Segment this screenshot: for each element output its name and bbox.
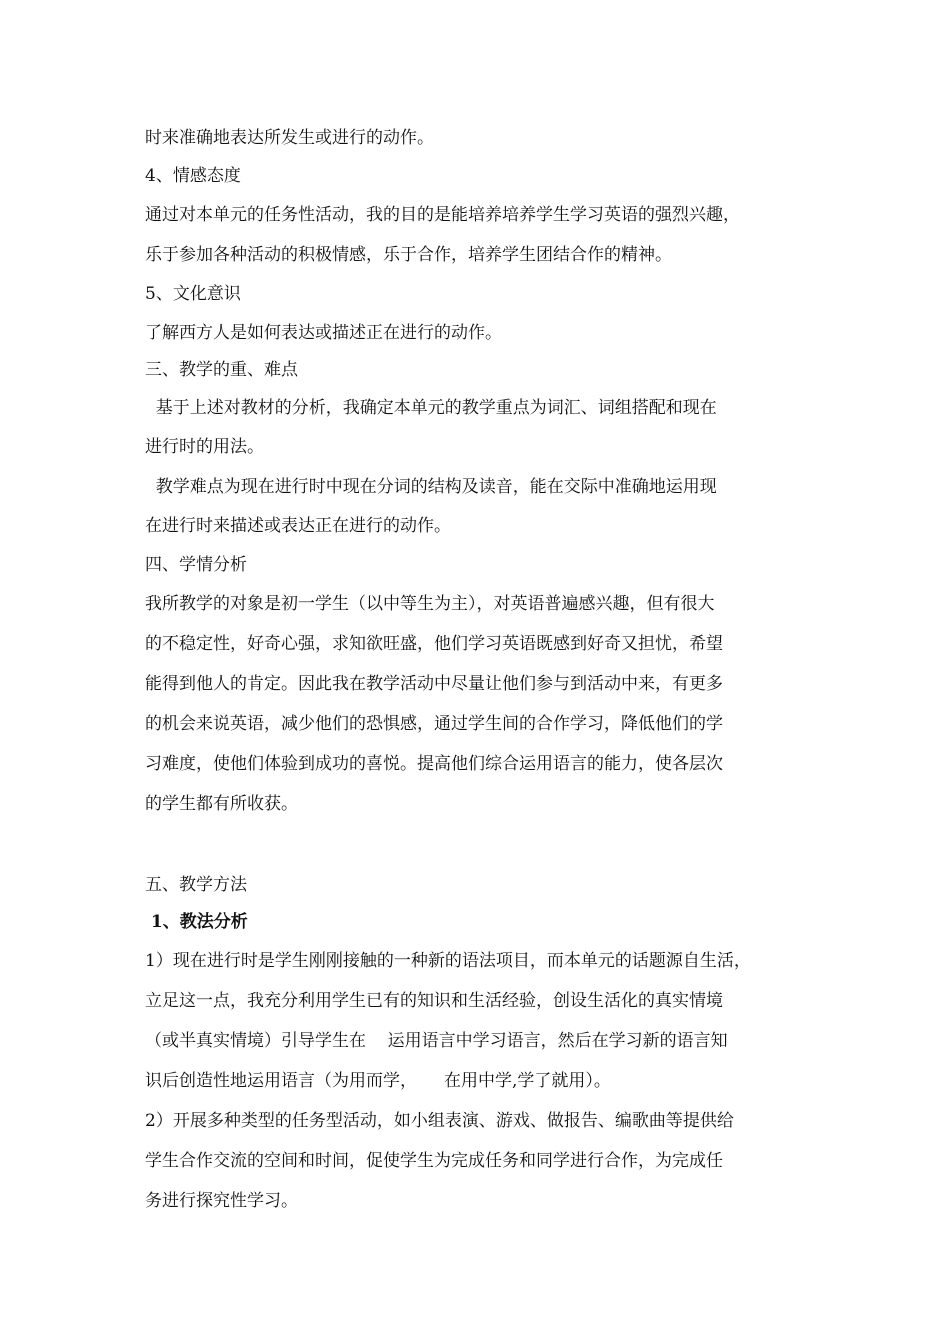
text-line: 了解西方人是如何表达或描述正在进行的动作。	[145, 323, 502, 343]
text-line: 时来准确地表达所发生或进行的动作。	[145, 128, 434, 148]
text-line: 乐于参加各种活动的积极情感，乐于合作，培养学生团结合作的精神。	[145, 245, 672, 265]
text-line: 务进行探究性学习。	[145, 1191, 298, 1211]
text-line: 教学难点为现在进行时中现在分词的结构及读音，能在交际中准确地运用现	[145, 477, 717, 497]
section-heading: 三、教学的重、难点	[145, 360, 298, 380]
text-line: 学生合作交流的空间和时间，促使学生为完成任务和同学进行合作，为完成任	[145, 1151, 723, 1171]
section-heading: 五、教学方法	[145, 875, 247, 895]
text-line: 习难度，使他们体验到成功的喜悦。提高他们综合运用语言的能力，使各层次	[145, 754, 723, 774]
text-line: 在进行时来描述或表达正在进行的动作。	[145, 516, 451, 536]
text-line: 的机会来说英语，减少他们的恐惧感，通过学生间的合作学习，降低他们的学	[145, 714, 723, 734]
text-line: 的学生都有所收获。	[145, 794, 298, 814]
text-line: 2）开展多种类型的任务型活动，如小组表演、游戏、做报告、编歌曲等提供给	[145, 1111, 734, 1131]
text-line: 识后创造性地运用语言（为用而学， 在用中学,学了就用）。	[145, 1071, 611, 1091]
text-line: （或半真实情境）引导学生在 运用语言中学习语言，然后在学习新的语言知	[145, 1031, 728, 1051]
text-line: 我所教学的对象是初一学生（以中等生为主），对英语普遍感兴趣，但有很大	[145, 594, 715, 614]
text-line: 能得到他人的肯定。因此我在教学活动中尽量让他们参与到活动中来，有更多	[145, 674, 723, 694]
subsection-heading: 1、教法分析	[145, 912, 248, 932]
text-line: 基于上述对教材的分析，我确定本单元的教学重点为词汇、词组搭配和现在	[145, 398, 717, 418]
section-heading: 4、情感态度	[145, 166, 241, 186]
text-line: 通过对本单元的任务性活动，我的目的是能培养培养学生学习英语的强烈兴趣，	[145, 205, 740, 225]
text-line: 进行时的用法。	[145, 437, 264, 457]
section-heading: 5、文化意识	[145, 284, 241, 304]
text-line: 1）现在进行时是学生刚刚接触的一种新的语法项目，而本单元的话题源自生活，	[145, 951, 751, 971]
section-heading: 四、学情分析	[145, 555, 247, 575]
text-line: 的不稳定性，好奇心强，求知欲旺盛，他们学习英语既感到好奇又担忧，希望	[145, 634, 723, 654]
text-line: 立足这一点，我充分利用学生已有的知识和生活经验，创设生活化的真实情境	[145, 991, 723, 1011]
